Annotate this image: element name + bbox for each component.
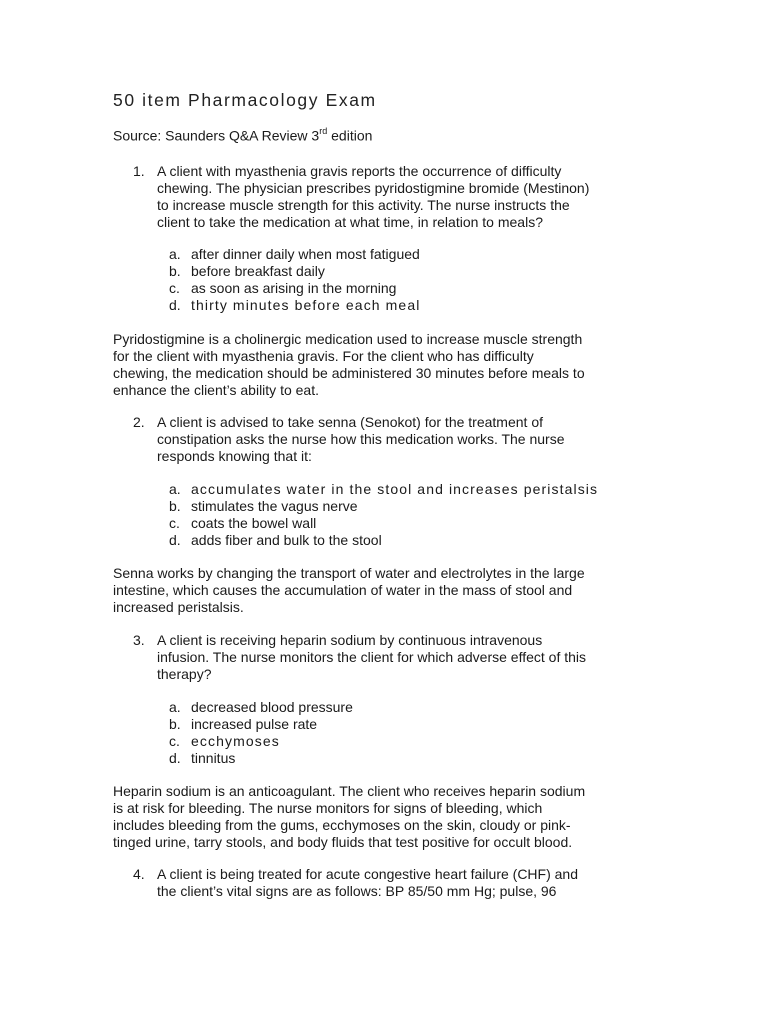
option-letter: b.: [169, 263, 181, 279]
answer-option: [169, 246, 420, 263]
option-text: decreased blood pressure: [191, 699, 353, 715]
explanation-line: Pyridostigmine is a cholinergic medication used to increase muscle strength: [113, 331, 583, 347]
question-line: A client is being treated for acute congestive heart failure (CHF) and: [157, 866, 578, 882]
answer-option: [169, 481, 598, 498]
option-text: as soon as arising in the morning: [191, 280, 397, 296]
option-text: ecchymoses: [191, 733, 280, 749]
option-letter: c.: [169, 515, 180, 531]
answer-option: [169, 716, 317, 733]
answer-option: [169, 297, 420, 314]
option-letter: a.: [169, 699, 181, 715]
option-text: stimulates the vagus nerve: [191, 498, 358, 514]
question-number: 1.: [133, 163, 145, 179]
option-letter: d.: [169, 297, 181, 313]
option-text: after dinner daily when most fatigued: [191, 246, 420, 262]
source-line: [113, 127, 372, 144]
question-line: client to take the medication at what time, in relation to meals?: [157, 214, 543, 230]
source-superscript: rd: [319, 126, 328, 136]
page-title: 50 item Pharmacology Exam: [113, 90, 377, 110]
option-text: accumulates water in the stool and increases peristalsis: [191, 481, 599, 497]
option-letter: c.: [169, 733, 180, 749]
answer-option: [169, 498, 358, 515]
option-letter: a.: [169, 481, 181, 497]
option-letter: d.: [169, 532, 181, 548]
option-letter: c.: [169, 280, 180, 296]
answer-option: [169, 263, 325, 280]
option-letter: b.: [169, 498, 181, 514]
question-text: [157, 632, 657, 683]
option-text: tinnitus: [191, 750, 236, 766]
answer-option: [169, 733, 280, 750]
option-text: coats the bowel wall: [191, 515, 317, 531]
option-text: thirty minutes before each meal: [191, 297, 421, 313]
answer-option: [169, 515, 316, 532]
question-line: chewing. The physician prescribes pyridostigmine bromide (Mestinon): [157, 180, 590, 196]
explanation-line: Heparin sodium is an anticoagulant. The client who receives heparin sodium: [113, 783, 586, 799]
explanation-line: tinged urine, tarry stools, and body fluids that test positive for occult blood.: [113, 834, 573, 850]
option-letter: d.: [169, 750, 181, 766]
question-line: constipation asks the nurse how this medication works. The nurse: [157, 431, 565, 447]
option-letter: a.: [169, 246, 181, 262]
question-text: [157, 163, 657, 231]
option-text: before breakfast daily: [191, 263, 325, 279]
question-line: infusion. The nurse monitors the client for which adverse effect of this: [157, 649, 587, 665]
answer-option: [169, 750, 235, 767]
option-text: adds fiber and bulk to the stool: [191, 532, 382, 548]
explanation-line: enhance the client’s ability to eat.: [113, 382, 319, 398]
source-prefix: Source: Saunders Q&A Review 3: [113, 127, 320, 144]
question-text: [157, 414, 657, 465]
question-number: 2.: [133, 414, 145, 430]
explanation-line: for the client with myasthenia gravis. For the client who has difficulty: [113, 348, 534, 364]
answer-option: [169, 532, 382, 549]
explanation-line: chewing, the medication should be administered 30 minutes before meals to: [113, 365, 585, 381]
explanation-line: increased peristalsis.: [113, 599, 244, 615]
question-text: [157, 866, 657, 900]
question-line: A client is receiving heparin sodium by continuous intravenous: [157, 632, 543, 648]
question-line: responds knowing that it:: [157, 448, 312, 464]
question-line: therapy?: [157, 666, 212, 682]
explanation-line: intestine, which causes the accumulation of water in the mass of stool and: [113, 582, 573, 598]
explanation-line: Senna works by changing the transport of water and electrolytes in the large: [113, 565, 585, 581]
answer-option: [169, 280, 396, 297]
explanation-line: is at risk for bleeding. The nurse monitors for signs of bleeding, which: [113, 800, 543, 816]
question-line: the client’s vital signs are as follows: BP 85/50 mm Hg; pulse, 96: [157, 883, 557, 899]
explanation-line: includes bleeding from the gums, ecchymoses on the skin, cloudy or pink-: [113, 817, 571, 833]
option-letter: b.: [169, 716, 181, 732]
explanation-paragraph: [113, 331, 673, 399]
option-text: increased pulse rate: [191, 716, 318, 732]
question-number: 3.: [133, 632, 145, 648]
explanation-paragraph: [113, 565, 673, 616]
question-number: 4.: [133, 866, 145, 882]
explanation-paragraph: [113, 783, 673, 851]
question-line: A client is advised to take senna (Senokot) for the treatment of: [157, 414, 543, 430]
answer-option: [169, 699, 353, 716]
question-line: A client with myasthenia gravis reports the occurrence of difficulty: [157, 163, 562, 179]
source-suffix: edition: [327, 127, 373, 144]
question-line: to increase muscle strength for this activity. The nurse instructs the: [157, 197, 570, 213]
